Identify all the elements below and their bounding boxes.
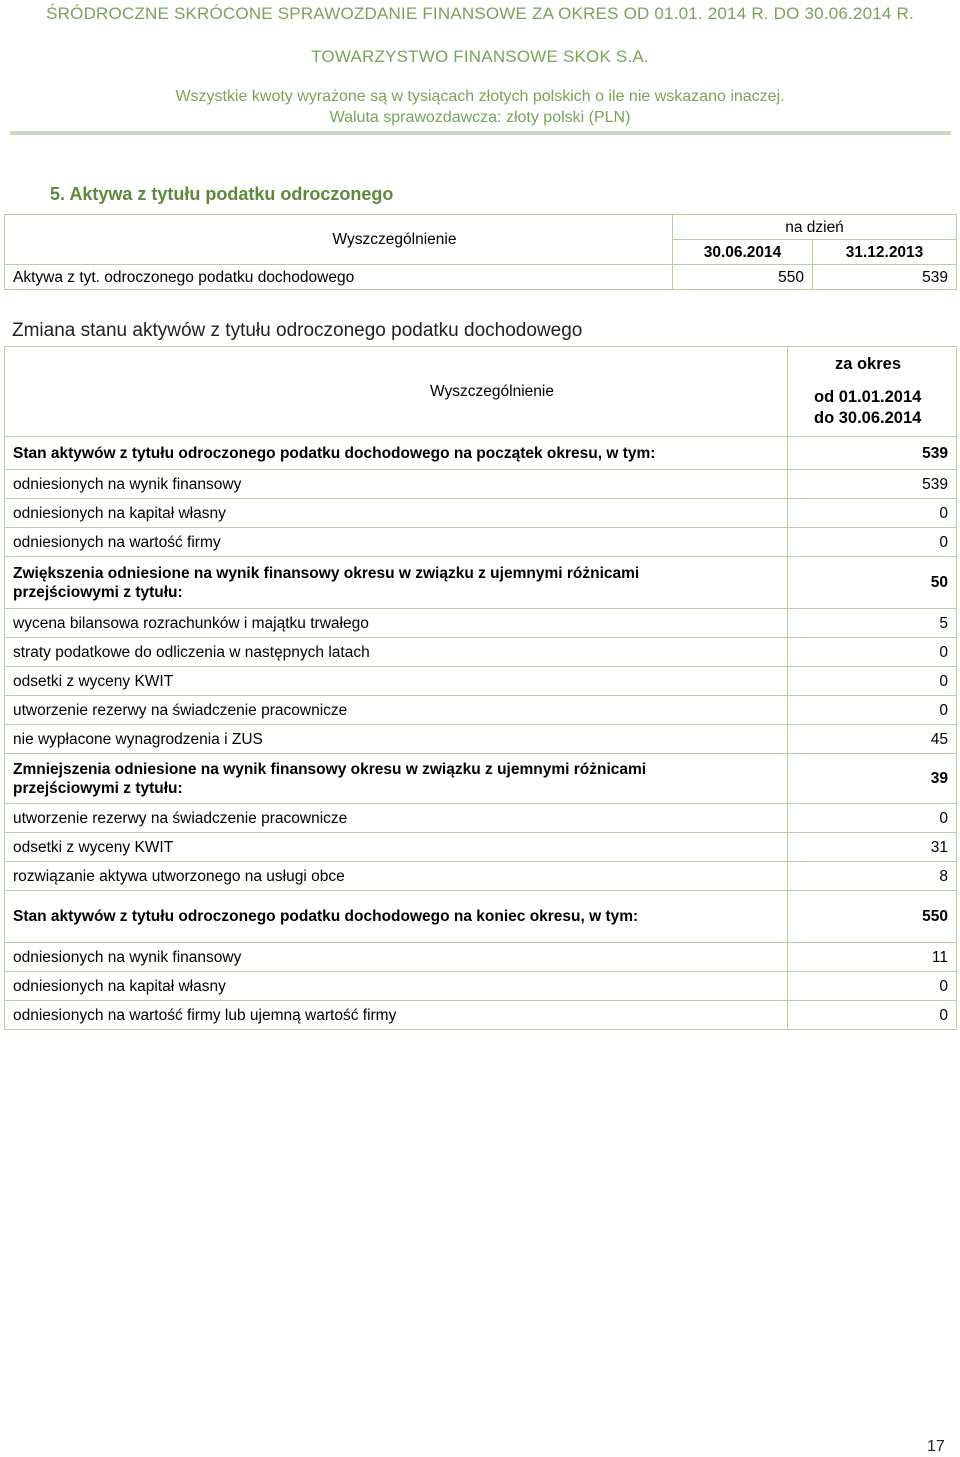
table-row bbox=[5, 696, 957, 725]
row-label: odniesionych na wynik finansowy bbox=[5, 470, 788, 499]
row-label: odniesionych na kapitał własny bbox=[5, 972, 788, 1001]
row-value: 0 bbox=[788, 667, 957, 696]
deferred-tax-changes-table bbox=[4, 346, 957, 1030]
table-row bbox=[5, 833, 957, 862]
row-value: 8 bbox=[788, 862, 957, 891]
column-header-period bbox=[788, 347, 957, 437]
section-title: 5. Aktywa z tytułu podatku odroczonego bbox=[50, 184, 394, 204]
table-row bbox=[5, 499, 957, 528]
row-value: 31 bbox=[788, 833, 957, 862]
period-label: za okres bbox=[834, 355, 902, 373]
row-value: 39 bbox=[788, 754, 957, 804]
table-row bbox=[5, 437, 957, 470]
column-header-description: Wyszczególnienie bbox=[5, 215, 673, 265]
row-value: 0 bbox=[788, 972, 957, 1001]
row-value: 0 bbox=[788, 499, 957, 528]
row-value: 50 bbox=[788, 557, 957, 609]
table-row bbox=[5, 1001, 957, 1030]
row-value: 539 bbox=[788, 437, 957, 470]
table-row bbox=[5, 943, 957, 972]
report-title: ŚRÓDROCZNE SKRÓCONE SPRAWOZDANIE FINANSOWE ZA OKRES OD 01.01. 2014 R. DO 30.06.2014 R. bbox=[46, 4, 914, 23]
row-value: 45 bbox=[788, 725, 957, 754]
row-value: 5 bbox=[788, 609, 957, 638]
column-group-header: na dzień bbox=[673, 215, 957, 240]
row-value-date1: 550 bbox=[673, 265, 813, 290]
table-row bbox=[5, 972, 957, 1001]
table-row bbox=[5, 804, 957, 833]
row-label: Zwiększenia odniesione na wynik finansowy okresu w związku z ujemnymi różnicami przejściowymi z tytułu: bbox=[5, 557, 788, 609]
row-value: 0 bbox=[788, 1001, 957, 1030]
row-label: odniesionych na wynik finansowy bbox=[5, 943, 788, 972]
table-row bbox=[5, 862, 957, 891]
table-row bbox=[5, 725, 957, 754]
row-label: odsetki z wyceny KWIT bbox=[5, 667, 788, 696]
changes-subtitle: Zmiana stanu aktywów z tytułu odroczonego podatku dochodowego bbox=[12, 320, 583, 341]
period-from: od 01.01.2014 bbox=[814, 388, 922, 406]
table-header-row bbox=[5, 347, 957, 437]
table-row bbox=[5, 470, 957, 499]
row-value: 0 bbox=[788, 528, 957, 557]
header-divider bbox=[10, 131, 951, 135]
row-label: utworzenie rezerwy na świadczenie pracownicze bbox=[5, 696, 788, 725]
column-header-description: Wyszczególnienie bbox=[5, 347, 788, 437]
table-row bbox=[5, 265, 957, 290]
column-header-date2: 31.12.2013 bbox=[813, 240, 957, 265]
row-label: Stan aktywów z tytułu odroczonego podatku dochodowego na początek okresu, w tym: bbox=[5, 437, 788, 470]
row-value-date2: 539 bbox=[813, 265, 957, 290]
row-label: Zmniejszenia odniesione na wynik finansowy okresu w związku z ujemnymi różnicami przejściowymi z tytułu: bbox=[5, 754, 788, 804]
column-header-date1: 30.06.2014 bbox=[673, 240, 813, 265]
table-row bbox=[5, 638, 957, 667]
row-label: odniesionych na kapitał własny bbox=[5, 499, 788, 528]
amounts-note: Wszystkie kwoty wyrażone są w tysiącach złotych polskich o ile nie wskazano inaczej. bbox=[175, 88, 785, 105]
row-label: wycena bilansowa rozrachunków i majątku trwałego bbox=[5, 609, 788, 638]
row-label: rozwiązanie aktywa utworzonego na usługi obce bbox=[5, 862, 788, 891]
row-label: odsetki z wyceny KWIT bbox=[5, 833, 788, 862]
row-label: straty podatkowe do odliczenia w następnych latach bbox=[5, 638, 788, 667]
deferred-tax-assets-table bbox=[4, 214, 957, 290]
row-label: utworzenie rezerwy na świadczenie pracownicze bbox=[5, 804, 788, 833]
row-value: 11 bbox=[788, 943, 957, 972]
row-label: odniesionych na wartość firmy lub ujemną wartość firmy bbox=[5, 1001, 788, 1030]
row-label: Stan aktywów z tytułu odroczonego podatku dochodowego na koniec okresu, w tym: bbox=[5, 891, 788, 943]
table-row bbox=[5, 609, 957, 638]
row-value: 0 bbox=[788, 696, 957, 725]
row-label: Aktywa z tyt. odroczonego podatku dochodowego bbox=[5, 265, 673, 290]
row-value: 550 bbox=[788, 891, 957, 943]
company-name: TOWARZYSTWO FINANSOWE SKOK S.A. bbox=[311, 47, 649, 66]
table-row bbox=[5, 528, 957, 557]
period-to: do 30.06.2014 bbox=[814, 409, 922, 427]
page-number: 17 bbox=[927, 1438, 945, 1455]
table-row bbox=[5, 667, 957, 696]
table-header-row bbox=[5, 215, 957, 240]
row-value: 539 bbox=[788, 470, 957, 499]
table-row bbox=[5, 557, 957, 609]
row-label: nie wypłacone wynagrodzenia i ZUS bbox=[5, 725, 788, 754]
table-row bbox=[5, 891, 957, 943]
row-value: 0 bbox=[788, 638, 957, 667]
row-label: odniesionych na wartość firmy bbox=[5, 528, 788, 557]
currency-note: Waluta sprawozdawcza: złoty polski (PLN) bbox=[329, 109, 631, 126]
row-value: 0 bbox=[788, 804, 957, 833]
table-row bbox=[5, 754, 957, 804]
